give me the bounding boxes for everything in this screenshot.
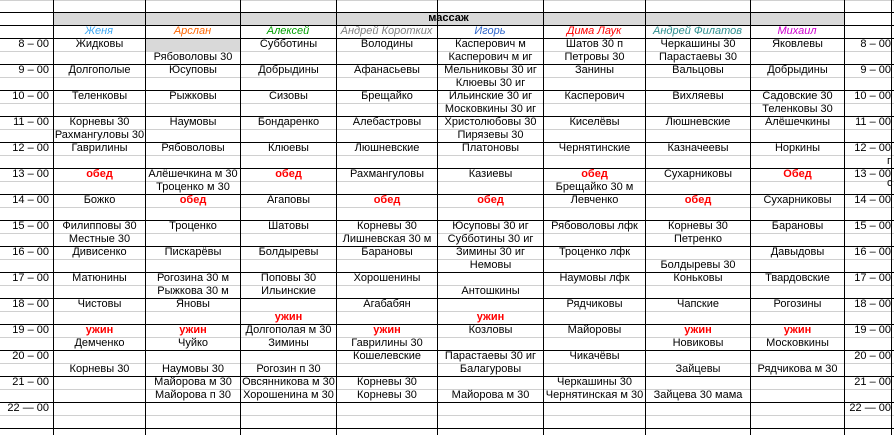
appointment-cell[interactable]: Субботины bbox=[259, 38, 318, 50]
appointment-cell[interactable]: Добрыдины bbox=[258, 64, 319, 76]
appointment-cell[interactable]: Троценко м 30 bbox=[156, 181, 230, 193]
appointment-cell[interactable]: Давыдовы bbox=[770, 246, 825, 258]
time-label: 9 – 00 bbox=[18, 64, 49, 76]
time-label-right: 12 – 00 bbox=[854, 142, 891, 154]
appointment-cell[interactable]: Агаповы bbox=[266, 194, 311, 206]
appointment-cell[interactable]: Чистовы bbox=[77, 298, 122, 310]
masseur-header: Дима Лаук bbox=[566, 25, 622, 37]
time-label: 15 – 00 bbox=[12, 220, 49, 232]
appointment-cell[interactable]: Юсуповы 30 иг bbox=[452, 220, 529, 232]
appointment-cell[interactable]: Черкашины 30 bbox=[557, 376, 632, 388]
appointment-cell[interactable]: Наумовы лфк bbox=[559, 272, 630, 284]
appointment-cell[interactable]: Клюевы bbox=[268, 142, 309, 154]
break-cell[interactable]: обед bbox=[581, 168, 608, 180]
appointment-cell[interactable]: Сухарниковы bbox=[663, 168, 733, 180]
masseur-header: Игорь bbox=[474, 25, 506, 37]
appointment-cell[interactable]: Занины bbox=[575, 64, 614, 76]
appointment-cell[interactable]: Дивисенко bbox=[72, 246, 127, 258]
appointment-cell[interactable]: Лишневская 30 м bbox=[342, 233, 432, 245]
appointment-cell[interactable]: Добрыдины bbox=[767, 64, 828, 76]
appointment-cell[interactable]: Корневы 30 bbox=[357, 389, 417, 401]
time-label-right: 22 — 00 bbox=[849, 402, 891, 414]
appointment-cell[interactable]: Мельниковы 30 иг bbox=[444, 64, 537, 76]
appointment-cell[interactable]: Корневы 30 bbox=[357, 376, 417, 388]
appointment-cell[interactable]: Зайцевы bbox=[675, 363, 721, 375]
appointment-cell[interactable]: Парастаевы 30 bbox=[659, 51, 737, 63]
appointment-cell[interactable]: Люшневские bbox=[354, 142, 420, 154]
appointment-cell[interactable]: Шатовы bbox=[268, 220, 309, 232]
time-label-right: 10 – 00 bbox=[854, 90, 891, 102]
appointment-cell[interactable]: Хорошенина м 30 bbox=[243, 389, 334, 401]
time-label: 18 – 00 bbox=[12, 298, 49, 310]
row-line bbox=[0, 428, 894, 429]
time-label-right: 11 – 00 bbox=[855, 116, 891, 128]
appointment-cell[interactable]: Троценко лфк bbox=[558, 246, 631, 258]
appointment-cell[interactable]: Христолюбовы 30 bbox=[444, 116, 537, 128]
appointment-cell[interactable]: Левченко bbox=[570, 194, 619, 206]
break-cell[interactable]: Обед bbox=[783, 168, 812, 180]
break-cell[interactable]: обед bbox=[179, 194, 207, 206]
time-label-right: 20 – 00 bbox=[854, 350, 891, 362]
appointment-cell[interactable]: Корневы 30 bbox=[357, 220, 417, 232]
appointment-cell[interactable]: Норкины bbox=[774, 142, 821, 154]
masseur-header: Михаил bbox=[777, 25, 817, 37]
appointment-cell[interactable]: Садовские 30 bbox=[762, 90, 833, 102]
break-cell[interactable]: ужин bbox=[684, 324, 712, 336]
break-cell[interactable]: обед bbox=[86, 168, 113, 180]
appointment-cell[interactable]: Пискарёвы bbox=[164, 246, 222, 258]
appointment-cell[interactable]: Балагуровы bbox=[459, 363, 522, 375]
appointment-cell[interactable]: Брещайко bbox=[361, 90, 413, 102]
time-label-right: 17 – 00 bbox=[854, 272, 891, 284]
appointment-cell[interactable]: Касперович м bbox=[455, 38, 526, 50]
appointment-cell[interactable]: Володины bbox=[360, 38, 414, 50]
break-cell[interactable]: ужин bbox=[274, 311, 303, 323]
appointment-cell[interactable]: Майоровы bbox=[567, 324, 622, 336]
appointment-cell[interactable]: Наумовы 30 bbox=[161, 363, 225, 375]
appointment-cell[interactable]: Чикачёвы bbox=[569, 350, 620, 362]
appointment-cell[interactable]: Казначеевы bbox=[667, 142, 729, 154]
time-label: 11 – 00 bbox=[13, 116, 49, 128]
row-line bbox=[0, 415, 894, 416]
appointment-cell[interactable]: Теленковы bbox=[71, 90, 128, 102]
appointment-cell[interactable]: Рогозины bbox=[773, 298, 822, 310]
time-label-right: 14 – 00 bbox=[854, 194, 891, 206]
appointment-cell[interactable]: Чернятинская м 30 bbox=[545, 389, 644, 401]
time-label-right: 16 – 00 bbox=[854, 246, 891, 258]
break-cell[interactable]: ужин bbox=[373, 324, 401, 336]
appointment-cell[interactable]: Киселёвы bbox=[569, 116, 620, 128]
appointment-cell[interactable]: Филипповы 30 bbox=[62, 220, 137, 232]
appointment-cell[interactable]: Зимины 30 иг bbox=[456, 246, 525, 258]
time-label: 16 – 00 bbox=[12, 246, 49, 258]
appointment-cell[interactable]: Юсуповы bbox=[169, 64, 217, 76]
appointment-cell[interactable]: Люшневские bbox=[665, 116, 731, 128]
appointment-cell[interactable]: Гаврилины 30 bbox=[351, 337, 423, 349]
appointment-cell[interactable]: Местные 30 bbox=[68, 233, 131, 245]
appointment-cell[interactable]: Казиевы bbox=[468, 168, 513, 180]
appointment-cell[interactable]: Афанасьевы bbox=[354, 64, 420, 76]
break-cell[interactable]: обед bbox=[373, 194, 401, 206]
appointment-cell[interactable]: Петровы 30 bbox=[564, 51, 625, 63]
time-label: 8 – 00 bbox=[18, 38, 49, 50]
appointment-cell[interactable]: Рогозина 30 м bbox=[156, 272, 230, 284]
row-line bbox=[0, 402, 894, 403]
time-label: 19 – 00 bbox=[12, 324, 49, 336]
appointment-cell[interactable]: Алебастровы bbox=[352, 116, 422, 128]
appointment-cell[interactable]: Овсянникова м 30 bbox=[242, 376, 335, 388]
break-cell[interactable]: обед bbox=[275, 168, 302, 180]
time-label-right: 15 – 00 bbox=[854, 220, 891, 232]
appointment-cell[interactable]: Пирязевы 30 bbox=[457, 129, 524, 141]
appointment-cell[interactable]: Жидковы bbox=[75, 38, 124, 50]
appointment-cell[interactable]: Новиковы bbox=[672, 337, 724, 349]
right-stub-text: с bbox=[887, 177, 893, 189]
time-label: 13 – 00 bbox=[12, 168, 49, 180]
appointment-cell[interactable]: Агабабян bbox=[363, 298, 411, 310]
appointment-cell[interactable]: Барановы bbox=[771, 220, 824, 232]
appointment-cell[interactable]: Шатов 30 п bbox=[565, 38, 624, 50]
appointment-cell[interactable]: Алёшечкина м 30 bbox=[148, 168, 238, 180]
appointment-cell[interactable]: Корневы 30 bbox=[668, 220, 728, 232]
appointment-cell[interactable]: Касперович bbox=[564, 90, 625, 102]
break-cell[interactable]: обед bbox=[684, 194, 712, 206]
row-line bbox=[0, 207, 894, 208]
time-label-right: 21 – 00 bbox=[854, 376, 891, 388]
appointment-cell[interactable]: Брещайко 30 м bbox=[555, 181, 634, 193]
appointment-cell[interactable]: Вальцовы bbox=[672, 64, 724, 76]
appointment-cell[interactable]: Матюнины bbox=[72, 272, 127, 284]
appointment-cell[interactable]: Божко bbox=[83, 194, 116, 206]
appointment-cell[interactable]: Яковлевы bbox=[772, 38, 823, 50]
appointment-cell[interactable]: Зимины bbox=[268, 337, 309, 349]
time-label: 20 – 00 bbox=[12, 350, 49, 362]
time-label: 14 – 00 bbox=[12, 194, 49, 206]
appointment-cell[interactable]: Болдыревы bbox=[258, 246, 319, 258]
appointment-cell[interactable]: Субботины 30 иг bbox=[447, 233, 534, 245]
time-label: 17 – 00 bbox=[12, 272, 49, 284]
appointment-cell[interactable]: Корневы 30 bbox=[69, 116, 130, 128]
appointment-cell[interactable]: Корневы 30 bbox=[69, 363, 130, 375]
right-stub-text: г bbox=[887, 155, 892, 167]
masseur-header: Андрей Филатов bbox=[653, 25, 742, 37]
appointment-cell[interactable]: Алёшечкины bbox=[764, 116, 831, 128]
appointment-cell[interactable]: Бондаренко bbox=[257, 116, 320, 128]
col-line bbox=[891, 0, 892, 435]
appointment-cell[interactable]: Поповы 30 bbox=[260, 272, 317, 284]
break-cell[interactable]: ужин bbox=[85, 324, 114, 336]
appointment-cell[interactable]: Платоновы bbox=[461, 142, 520, 154]
appointment-cell[interactable]: Долгополые bbox=[68, 64, 131, 76]
masseur-header: Женя bbox=[84, 25, 114, 37]
appointment-cell[interactable]: Антошкины bbox=[461, 285, 520, 297]
empty-gray-cell bbox=[146, 39, 240, 51]
appointment-cell[interactable]: Долгополая м 30 bbox=[245, 324, 332, 336]
appointment-cell[interactable]: Майорова м 30 bbox=[451, 389, 530, 401]
sheet-title: массаж bbox=[428, 12, 469, 24]
appointment-cell[interactable]: Болдыревы 30 bbox=[660, 259, 736, 271]
time-label: 21 – 00 bbox=[12, 376, 49, 388]
appointment-cell[interactable]: Петренко bbox=[673, 233, 723, 245]
appointment-cell[interactable]: Касперович м иг bbox=[448, 51, 533, 63]
appointment-cell[interactable]: Твардовские bbox=[765, 272, 830, 284]
top-line bbox=[0, 0, 894, 1]
appointment-cell[interactable]: Московкины 30 иг bbox=[444, 103, 537, 115]
appointment-cell[interactable]: Демченко bbox=[74, 337, 125, 349]
row-line bbox=[0, 376, 894, 377]
appointment-cell[interactable]: Сухарниковы bbox=[763, 194, 832, 206]
appointment-cell[interactable]: Гаврилины bbox=[71, 142, 128, 154]
time-label-right: 19 – 00 bbox=[854, 324, 891, 336]
masseur-header: Андрей Коротких bbox=[340, 25, 433, 37]
appointment-cell[interactable]: Черкашины 30 bbox=[660, 38, 736, 50]
appointment-cell[interactable]: Рядчиковы bbox=[566, 298, 623, 310]
time-label-right: 8 – 00 bbox=[860, 38, 891, 50]
break-cell[interactable]: ужин bbox=[476, 311, 505, 323]
time-label-right: 18 – 00 bbox=[854, 298, 891, 310]
appointment-cell[interactable]: Рыжкова 30 м bbox=[157, 285, 229, 297]
appointment-cell[interactable]: Рябоволовы bbox=[161, 142, 225, 154]
appointment-cell[interactable]: Ильинские 30 иг bbox=[448, 90, 533, 102]
appointment-cell[interactable]: Зайцева 30 мама bbox=[653, 389, 743, 401]
appointment-cell[interactable]: Теленковы 30 bbox=[762, 103, 833, 115]
appointment-cell[interactable]: Чуйко bbox=[177, 337, 209, 349]
appointment-cell[interactable]: Чапские bbox=[677, 298, 719, 310]
appointment-cell[interactable]: Троценко bbox=[169, 220, 217, 232]
break-cell[interactable]: обед bbox=[477, 194, 504, 206]
time-label: 22 — 00 bbox=[7, 402, 49, 414]
appointment-cell[interactable]: Парастаевы 30 иг bbox=[444, 350, 537, 362]
row-line bbox=[0, 181, 894, 182]
appointment-cell[interactable]: Рябоволовы лфк bbox=[551, 220, 638, 232]
appointment-cell[interactable]: Майорова п 30 bbox=[154, 389, 232, 401]
row-line bbox=[0, 155, 894, 156]
time-label-right: 9 – 00 bbox=[860, 64, 891, 76]
break-cell[interactable]: ужин bbox=[783, 324, 812, 336]
appointment-cell[interactable]: Московкины bbox=[766, 337, 829, 349]
appointment-cell[interactable]: Коньковы bbox=[673, 272, 723, 284]
appointment-cell[interactable]: Чернятинские bbox=[558, 142, 631, 154]
time-label: 12 – 00 bbox=[12, 142, 49, 154]
appointment-cell[interactable]: Рядчикова м 30 bbox=[757, 363, 838, 375]
time-label: 10 – 00 bbox=[12, 90, 49, 102]
appointment-cell[interactable]: Хорошенины bbox=[353, 272, 421, 284]
appointment-cell[interactable]: Кошелевские bbox=[353, 350, 421, 362]
appointment-cell[interactable]: Клюевы 30 иг bbox=[455, 77, 526, 89]
appointment-cell[interactable]: Козловы bbox=[468, 324, 513, 336]
appointment-cell[interactable]: Рогозин п 30 bbox=[256, 363, 321, 375]
appointment-cell[interactable]: Яновы bbox=[176, 298, 210, 310]
time-label-right: 13 – 00 bbox=[854, 168, 891, 180]
appointment-cell[interactable]: Рахмангуловы 30 bbox=[54, 129, 145, 141]
appointment-cell[interactable]: Майорова м 30 bbox=[154, 376, 232, 388]
col-line bbox=[844, 0, 845, 435]
appointment-cell[interactable]: Рахмангуловы bbox=[349, 168, 425, 180]
appointment-cell[interactable]: Наумовы bbox=[169, 116, 217, 128]
appointment-cell[interactable]: Немовы bbox=[469, 259, 512, 271]
appointment-cell[interactable]: Барановы bbox=[361, 246, 413, 258]
appointment-cell[interactable]: Рябоволовы 30 bbox=[153, 51, 233, 63]
appointment-cell[interactable]: Вихляевы bbox=[672, 90, 724, 102]
appointment-cell[interactable]: Ильинские bbox=[261, 285, 316, 297]
masseur-header: Арслан bbox=[173, 25, 212, 37]
appointment-cell[interactable]: Рыжковы bbox=[169, 90, 217, 102]
appointment-cell[interactable]: Сизовы bbox=[269, 90, 308, 102]
masseur-header: Алексей bbox=[266, 25, 310, 37]
break-cell[interactable]: ужин bbox=[179, 324, 207, 336]
